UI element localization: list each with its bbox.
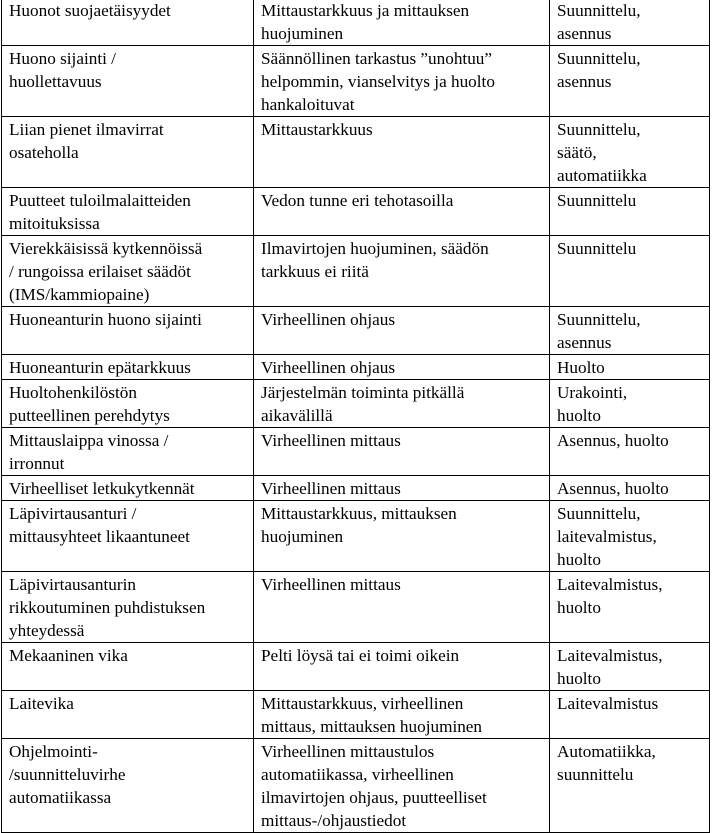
table-row <box>2 117 710 188</box>
table-row <box>2 739 710 833</box>
issue-cell: Mittauslaippa vinossa / irronnut <box>2 428 254 476</box>
responsible-cell: Suunnittelu, asennus <box>550 0 710 46</box>
issue-cell: Laitevika <box>2 691 254 739</box>
responsible-cell: Suunnittelu <box>550 188 710 236</box>
effect-cell: Virheellinen mittaus <box>254 476 550 501</box>
effect-cell: Mittaustarkkuus <box>254 117 550 188</box>
table-row <box>2 501 710 572</box>
issue-cell: Huono sijainti / huollettavuus <box>2 46 254 117</box>
effect-cell: Mittaustarkkuus, mittauksen huojuminen <box>254 501 550 572</box>
table-row <box>2 355 710 380</box>
responsible-cell: Asennus, huolto <box>550 428 710 476</box>
issue-cell: Vierekkäisissä kytkennöissä / rungoissa erilaiset säädöt (IMS/kammiopaine) <box>2 236 254 307</box>
effect-cell: Virheellinen ohjaus <box>254 307 550 355</box>
effect-cell: Pelti löysä tai ei toimi oikein <box>254 643 550 691</box>
responsible-cell: Suunnittelu, asennus <box>550 307 710 355</box>
effect-cell: Säännöllinen tarkastus ”unohtuu” helpommin, vianselvitys ja huolto hankaloituvat <box>254 46 550 117</box>
table-row <box>2 380 710 428</box>
responsible-cell: Urakointi, huolto <box>550 380 710 428</box>
effect-cell: Mittaustarkkuus ja mittauksen huojuminen <box>254 0 550 46</box>
effect-cell: Virheellinen mittaus <box>254 572 550 643</box>
effect-cell: Vedon tunne eri tehotasoilla <box>254 188 550 236</box>
issue-cell: Huoneanturin huono sijainti <box>2 307 254 355</box>
issue-cell: Huonot suojaetäisyydet <box>2 0 254 46</box>
issue-cell: Liian pienet ilmavirrat osateholla <box>2 117 254 188</box>
issue-cell: Huoneanturin epätarkkuus <box>2 355 254 380</box>
table-row <box>2 307 710 355</box>
table-row <box>2 476 710 501</box>
issue-cell: Mekaaninen vika <box>2 643 254 691</box>
effect-cell: Mittaustarkkuus, virheellinen mittaus, mittauksen huojuminen <box>254 691 550 739</box>
issue-cell: Puutteet tuloilmalaitteiden mitoituksissa <box>2 188 254 236</box>
responsible-cell: Automatiikka, suunnittelu <box>550 739 710 833</box>
table-row <box>2 428 710 476</box>
fault-table-body <box>2 0 710 833</box>
responsible-cell: Asennus, huolto <box>550 476 710 501</box>
table-row <box>2 188 710 236</box>
responsible-cell: Laitevalmistus, huolto <box>550 572 710 643</box>
table-row <box>2 643 710 691</box>
table-row <box>2 572 710 643</box>
responsible-cell: Laitevalmistus <box>550 691 710 739</box>
issue-cell: Läpivirtausanturin rikkoutuminen puhdistuksen yhteydessä <box>2 572 254 643</box>
effect-cell: Ilmavirtojen huojuminen, säädön tarkkuus ei riitä <box>254 236 550 307</box>
issue-cell: Läpivirtausanturi / mittausyhteet likaantuneet <box>2 501 254 572</box>
fault-table <box>1 0 710 833</box>
table-row <box>2 236 710 307</box>
responsible-cell: Suunnittelu, asennus <box>550 46 710 117</box>
effect-cell: Virheellinen ohjaus <box>254 355 550 380</box>
issue-cell: Ohjelmointi- /suunnitteluvirhe automatiikassa <box>2 739 254 833</box>
effect-cell: Virheellinen mittaus <box>254 428 550 476</box>
responsible-cell: Huolto <box>550 355 710 380</box>
responsible-cell: Suunnittelu, säätö, automatiikka <box>550 117 710 188</box>
issue-cell: Huoltohenkilöstön putteellinen perehdytys <box>2 380 254 428</box>
table-row <box>2 0 710 46</box>
table-row <box>2 46 710 117</box>
responsible-cell: Suunnittelu, laitevalmistus, huolto <box>550 501 710 572</box>
issue-cell: Virheelliset letkukytkennät <box>2 476 254 501</box>
responsible-cell: Laitevalmistus, huolto <box>550 643 710 691</box>
table-row <box>2 691 710 739</box>
responsible-cell: Suunnittelu <box>550 236 710 307</box>
effect-cell: Virheellinen mittaustulos automatiikassa, virheellinen ilmavirtojen ohjaus, puutteelliset mittaus-/ohjaustiedot <box>254 739 550 833</box>
effect-cell: Järjestelmän toiminta pitkällä aikavälillä <box>254 380 550 428</box>
